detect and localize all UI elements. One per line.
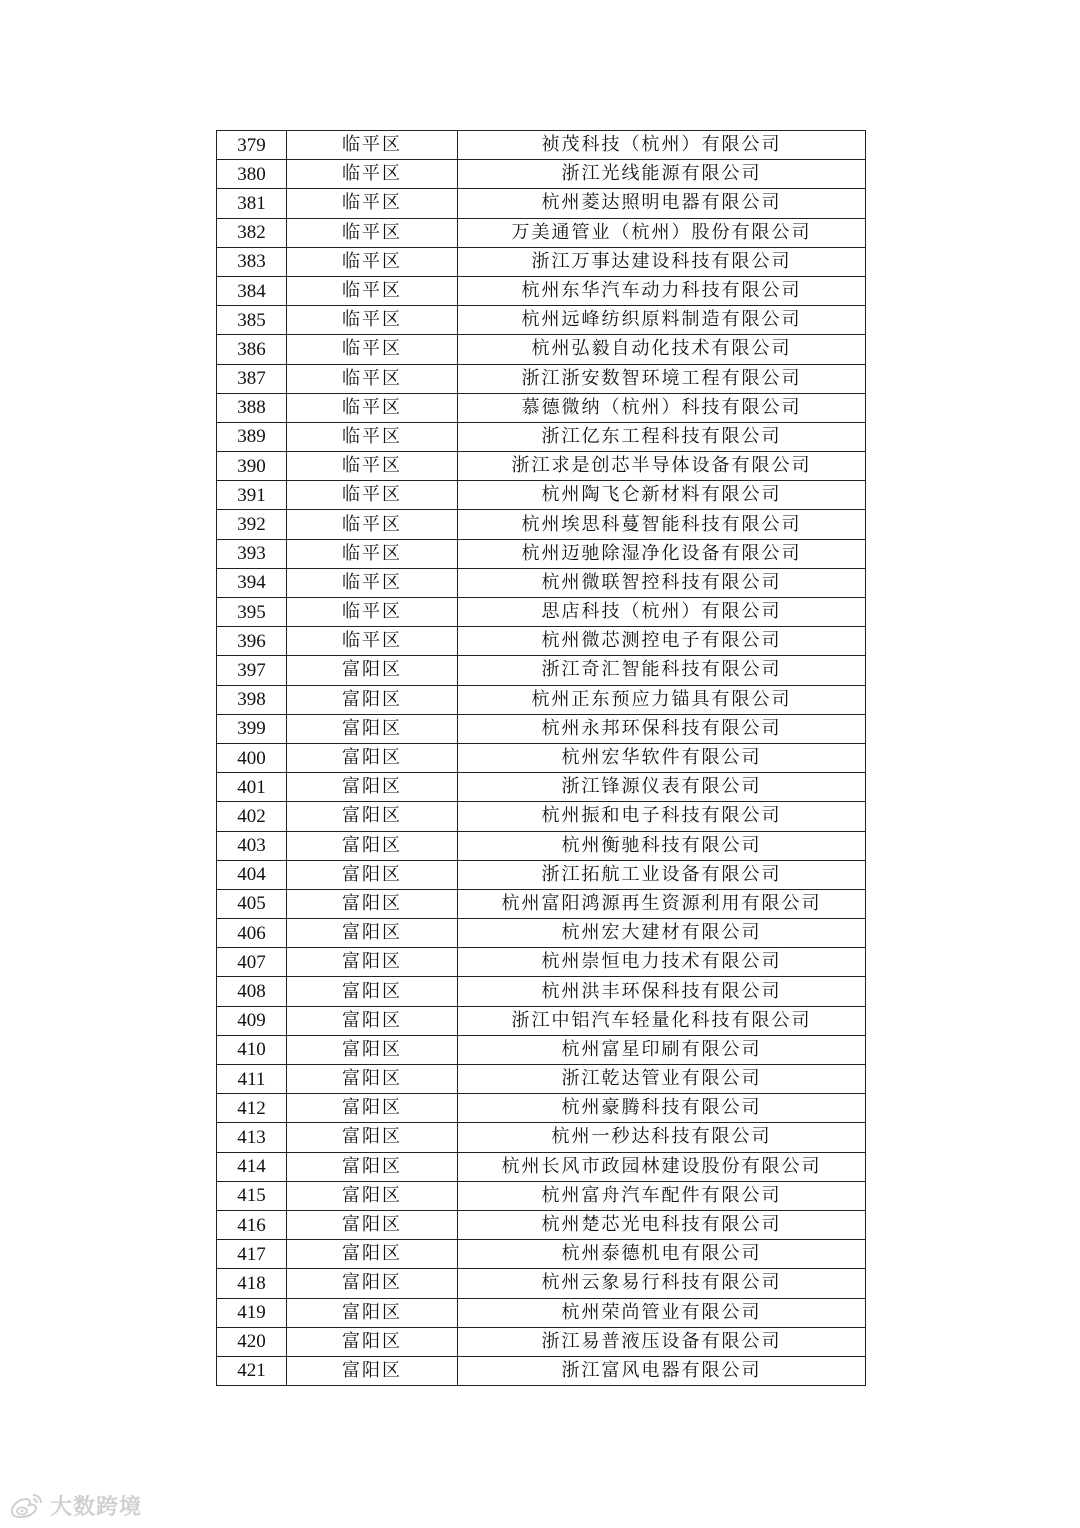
company-name-cell: 杭州衡驰科技有限公司 <box>458 831 866 860</box>
table-row <box>217 627 866 656</box>
row-number: 390 <box>217 452 287 481</box>
district-cell: 富阳区 <box>287 743 458 772</box>
table-row <box>217 131 866 160</box>
watermark-text: 大数跨境 <box>50 1495 143 1520</box>
district-cell: 临平区 <box>287 276 458 305</box>
company-name-cell: 杭州富星印刷有限公司 <box>458 1035 866 1064</box>
table-row <box>217 1094 866 1123</box>
row-number: 404 <box>217 860 287 889</box>
row-number: 385 <box>217 306 287 335</box>
company-name-cell: 浙江光线能源有限公司 <box>458 160 866 189</box>
table-row <box>217 247 866 276</box>
district-cell: 富阳区 <box>287 919 458 948</box>
company-name-cell: 万美通管业（杭州）股份有限公司 <box>458 218 866 247</box>
district-cell: 富阳区 <box>287 714 458 743</box>
row-number: 417 <box>217 1240 287 1269</box>
row-number: 409 <box>217 1006 287 1035</box>
table-row <box>217 919 866 948</box>
company-name-cell: 浙江富风电器有限公司 <box>458 1356 866 1385</box>
district-cell: 临平区 <box>287 539 458 568</box>
district-cell: 富阳区 <box>287 1327 458 1356</box>
table-row <box>217 656 866 685</box>
company-name-cell: 浙江拓航工业设备有限公司 <box>458 860 866 889</box>
district-cell: 富阳区 <box>287 889 458 918</box>
table-row <box>217 714 866 743</box>
table-row <box>217 1035 866 1064</box>
table-row <box>217 685 866 714</box>
weibo-logo-icon <box>6 1491 46 1521</box>
table-row <box>217 510 866 539</box>
company-list-table <box>216 130 866 1386</box>
district-cell: 富阳区 <box>287 1123 458 1152</box>
company-name-cell: 杭州洪丰环保科技有限公司 <box>458 977 866 1006</box>
row-number: 394 <box>217 568 287 597</box>
row-number: 381 <box>217 189 287 218</box>
company-name-cell: 杭州振和电子科技有限公司 <box>458 802 866 831</box>
district-cell: 临平区 <box>287 422 458 451</box>
table-row <box>217 831 866 860</box>
row-number: 403 <box>217 831 287 860</box>
company-name-cell: 浙江亿东工程科技有限公司 <box>458 422 866 451</box>
row-number: 396 <box>217 627 287 656</box>
table-row <box>217 568 866 597</box>
district-cell: 临平区 <box>287 218 458 247</box>
table-row <box>217 598 866 627</box>
row-number: 402 <box>217 802 287 831</box>
company-name-cell: 浙江求是创芯半导体设备有限公司 <box>458 452 866 481</box>
district-cell: 富阳区 <box>287 685 458 714</box>
company-name-cell: 杭州荣尚管业有限公司 <box>458 1298 866 1327</box>
company-name-cell: 杭州陶飞仑新材料有限公司 <box>458 481 866 510</box>
row-number: 392 <box>217 510 287 539</box>
company-name-cell: 杭州埃思科蔓智能科技有限公司 <box>458 510 866 539</box>
company-name-cell: 杭州富阳鸿源再生资源利用有限公司 <box>458 889 866 918</box>
company-name-cell: 浙江易普液压设备有限公司 <box>458 1327 866 1356</box>
table-row <box>217 1065 866 1094</box>
row-number: 414 <box>217 1152 287 1181</box>
district-cell: 富阳区 <box>287 1152 458 1181</box>
district-cell: 富阳区 <box>287 860 458 889</box>
table-row <box>217 218 866 247</box>
table-row <box>217 1240 866 1269</box>
row-number: 411 <box>217 1065 287 1094</box>
table-row <box>217 1123 866 1152</box>
district-cell: 临平区 <box>287 189 458 218</box>
row-number: 399 <box>217 714 287 743</box>
table-row <box>217 276 866 305</box>
row-number: 387 <box>217 364 287 393</box>
table-row <box>217 452 866 481</box>
row-number: 398 <box>217 685 287 714</box>
table-row <box>217 860 866 889</box>
row-number: 393 <box>217 539 287 568</box>
company-name-cell: 杭州宏大建材有限公司 <box>458 919 866 948</box>
district-cell: 富阳区 <box>287 1181 458 1210</box>
company-name-cell: 杭州泰德机电有限公司 <box>458 1240 866 1269</box>
row-number: 384 <box>217 276 287 305</box>
table-row <box>217 1006 866 1035</box>
district-cell: 临平区 <box>287 598 458 627</box>
table-row <box>217 773 866 802</box>
row-number: 405 <box>217 889 287 918</box>
row-number: 418 <box>217 1269 287 1298</box>
row-number: 382 <box>217 218 287 247</box>
company-list-body <box>217 131 866 1386</box>
company-name-cell: 祯茂科技（杭州）有限公司 <box>458 131 866 160</box>
company-name-cell: 杭州微联智控科技有限公司 <box>458 568 866 597</box>
district-cell: 富阳区 <box>287 1094 458 1123</box>
table-row <box>217 306 866 335</box>
watermark <box>6 1490 142 1521</box>
row-number: 415 <box>217 1181 287 1210</box>
table-row <box>217 539 866 568</box>
row-number: 406 <box>217 919 287 948</box>
row-number: 383 <box>217 247 287 276</box>
table-row <box>217 364 866 393</box>
district-cell: 富阳区 <box>287 1210 458 1239</box>
district-cell: 富阳区 <box>287 656 458 685</box>
table-row <box>217 948 866 977</box>
company-name-cell: 浙江锋源仪表有限公司 <box>458 773 866 802</box>
row-number: 400 <box>217 743 287 772</box>
row-number: 389 <box>217 422 287 451</box>
company-name-cell: 浙江奇汇智能科技有限公司 <box>458 656 866 685</box>
table-row <box>217 335 866 364</box>
district-cell: 临平区 <box>287 131 458 160</box>
table-row <box>217 1181 866 1210</box>
table-row <box>217 1327 866 1356</box>
district-cell: 临平区 <box>287 568 458 597</box>
company-name-cell: 杭州豪腾科技有限公司 <box>458 1094 866 1123</box>
row-number: 391 <box>217 481 287 510</box>
table-row <box>217 977 866 1006</box>
row-number: 420 <box>217 1327 287 1356</box>
row-number: 401 <box>217 773 287 802</box>
company-name-cell: 杭州远峰纺织原料制造有限公司 <box>458 306 866 335</box>
table-row <box>217 1152 866 1181</box>
row-number: 397 <box>217 656 287 685</box>
company-name-cell: 浙江万事达建设科技有限公司 <box>458 247 866 276</box>
row-number: 412 <box>217 1094 287 1123</box>
company-name-cell: 杭州弘毅自动化技术有限公司 <box>458 335 866 364</box>
row-number: 407 <box>217 948 287 977</box>
district-cell: 富阳区 <box>287 1006 458 1035</box>
district-cell: 临平区 <box>287 335 458 364</box>
row-number: 419 <box>217 1298 287 1327</box>
table-row <box>217 1269 866 1298</box>
district-cell: 富阳区 <box>287 1240 458 1269</box>
company-name-cell: 杭州迈驰除湿净化设备有限公司 <box>458 539 866 568</box>
district-cell: 临平区 <box>287 627 458 656</box>
company-name-cell: 浙江乾达管业有限公司 <box>458 1065 866 1094</box>
district-cell: 富阳区 <box>287 1356 458 1385</box>
company-name-cell: 杭州正东预应力锚具有限公司 <box>458 685 866 714</box>
company-name-cell: 思店科技（杭州）有限公司 <box>458 598 866 627</box>
table-row <box>217 393 866 422</box>
district-cell: 富阳区 <box>287 977 458 1006</box>
district-cell: 富阳区 <box>287 831 458 860</box>
district-cell: 临平区 <box>287 160 458 189</box>
row-number: 408 <box>217 977 287 1006</box>
row-number: 379 <box>217 131 287 160</box>
company-name-cell: 杭州东华汽车动力科技有限公司 <box>458 276 866 305</box>
company-name-cell: 杭州崇恒电力技术有限公司 <box>458 948 866 977</box>
row-number: 416 <box>217 1210 287 1239</box>
row-number: 388 <box>217 393 287 422</box>
table-row <box>217 1356 866 1385</box>
table-row <box>217 1298 866 1327</box>
district-cell: 临平区 <box>287 306 458 335</box>
company-name-cell: 杭州楚芯光电科技有限公司 <box>458 1210 866 1239</box>
table-row <box>217 189 866 218</box>
district-cell: 富阳区 <box>287 1035 458 1064</box>
company-name-cell: 杭州一秒达科技有限公司 <box>458 1123 866 1152</box>
district-cell: 富阳区 <box>287 1065 458 1094</box>
row-number: 410 <box>217 1035 287 1064</box>
district-cell: 富阳区 <box>287 802 458 831</box>
district-cell: 富阳区 <box>287 773 458 802</box>
company-name-cell: 慕德微纳（杭州）科技有限公司 <box>458 393 866 422</box>
table-row <box>217 743 866 772</box>
table-row <box>217 160 866 189</box>
district-cell: 富阳区 <box>287 1298 458 1327</box>
district-cell: 临平区 <box>287 452 458 481</box>
district-cell: 临平区 <box>287 364 458 393</box>
row-number: 421 <box>217 1356 287 1385</box>
company-name-cell: 杭州微芯测控电子有限公司 <box>458 627 866 656</box>
company-name-cell: 杭州菱达照明电器有限公司 <box>458 189 866 218</box>
table-row <box>217 481 866 510</box>
company-name-cell: 杭州长风市政园林建设股份有限公司 <box>458 1152 866 1181</box>
table-row <box>217 422 866 451</box>
district-cell: 临平区 <box>287 393 458 422</box>
district-cell: 临平区 <box>287 510 458 539</box>
district-cell: 富阳区 <box>287 948 458 977</box>
company-name-cell: 杭州富舟汽车配件有限公司 <box>458 1181 866 1210</box>
table-row <box>217 1210 866 1239</box>
row-number: 380 <box>217 160 287 189</box>
table-row <box>217 889 866 918</box>
row-number: 386 <box>217 335 287 364</box>
company-name-cell: 浙江中铝汽车轻量化科技有限公司 <box>458 1006 866 1035</box>
table-row <box>217 802 866 831</box>
company-name-cell: 杭州宏华软件有限公司 <box>458 743 866 772</box>
company-name-cell: 浙江浙安数智环境工程有限公司 <box>458 364 866 393</box>
district-cell: 临平区 <box>287 481 458 510</box>
company-name-cell: 杭州云象易行科技有限公司 <box>458 1269 866 1298</box>
district-cell: 富阳区 <box>287 1269 458 1298</box>
district-cell: 临平区 <box>287 247 458 276</box>
row-number: 395 <box>217 598 287 627</box>
row-number: 413 <box>217 1123 287 1152</box>
company-name-cell: 杭州永邦环保科技有限公司 <box>458 714 866 743</box>
